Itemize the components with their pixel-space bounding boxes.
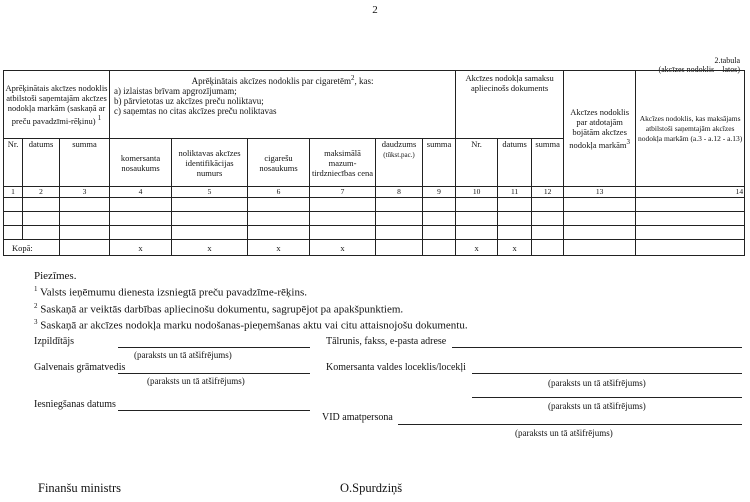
excise-tax-table xyxy=(3,70,745,256)
table-row xyxy=(4,226,745,240)
col-num: 8 xyxy=(376,187,423,198)
sub-quantity: daudzums (tūkst.pac.) xyxy=(376,139,423,187)
minister-name: O.Spurdziņš xyxy=(340,481,403,495)
submission-date-line[interactable] xyxy=(118,410,310,411)
col-num: 10 xyxy=(456,187,498,198)
chief-accountant-signature-line[interactable] xyxy=(118,373,310,374)
note-3: $^3$ Saskaņā ar akcīzes nodokļa marku nodošanas-pieņemšanas aktu vai citu attaisnojošu dokumentu. xyxy=(34,318,468,332)
vid-official-signature-line[interactable] xyxy=(398,424,742,425)
signature-hint: (paraksts un tā atšifrējums) xyxy=(147,376,245,386)
board-member-signature-line[interactable] xyxy=(472,373,742,374)
sub-datums-2: datums xyxy=(498,139,532,187)
sub-cigarette-name: cigarešu nosaukums xyxy=(248,139,310,187)
total-x: x xyxy=(498,240,532,256)
phone-line[interactable] xyxy=(452,347,742,348)
minister-title: Finanšu ministrs xyxy=(38,481,121,495)
col-num: 11 xyxy=(498,187,532,198)
header-cigarettes: Aprēķinātais akcīzes nodoklis par cigaretēm$^2$, kas: a) izlaistas brīvam apgrozījumam; b) pārvietotas uz akcīzes preču noliktavu; c) saņemtas no citas akcīzes preču noliktavas xyxy=(110,71,456,139)
note-1: $^1$ Valsts ieņēmumu dienesta izsniegtā preču pavadzīme-rēķins. xyxy=(34,285,308,299)
table-row xyxy=(4,212,745,226)
sub-summa-3: summa xyxy=(532,139,564,187)
board-member-signature-line-2[interactable] xyxy=(472,397,742,398)
col-num: 6 xyxy=(248,187,310,198)
col-num: 1 xyxy=(4,187,23,198)
submission-date-label: Iesniegšanas datums xyxy=(34,399,116,410)
total-x: x xyxy=(456,240,498,256)
total-x: x xyxy=(310,240,376,256)
signature-hint: (paraksts un tā atšifrējums) xyxy=(515,428,613,438)
header-computed-stamps: Aprēķinātais akcīzes nodoklis atbilstoši saņemtajām akcīzes nodokļa markām (saskaņā ar preču pavadzīmi-rēķinu) $^1$ xyxy=(4,71,110,139)
sub-nr-2: Nr. xyxy=(456,139,498,187)
col-num: 14 xyxy=(636,187,745,198)
signature-hint: (paraksts un tā atšifrējums) xyxy=(134,350,232,360)
sub-merchant-name: komersanta nosaukums xyxy=(110,139,172,187)
header-payment-doc: Akcīzes nodokļa samaksu apliecinošs dokuments xyxy=(456,71,564,139)
header-damaged-stamps: Akcīzes nodoklis par atdotajām bojātām akcīzes nodokļa markām$^3$ xyxy=(564,71,636,187)
table-caption-unit: (akcīzes nodoklis – latos) xyxy=(658,65,740,74)
notes xyxy=(34,270,468,333)
total-row xyxy=(4,240,745,256)
col-num: 5 xyxy=(172,187,248,198)
sub-summa: summa xyxy=(60,139,110,187)
page-number: 2 xyxy=(372,4,378,16)
col-num: 7 xyxy=(310,187,376,198)
header-payable: Akcīzes nodoklis, kas maksājams atbilstoši saņemtajām akcīzes nodokļa markām (a.3 - a.12 - a.13) xyxy=(636,71,745,187)
notes-title: Piezīmes. xyxy=(34,270,77,282)
board-member-label: Komersanta valdes loceklis/locekļi xyxy=(326,362,466,373)
total-x: x xyxy=(248,240,310,256)
option-c: c) saņemtas no citas akcīzes preču noliktavas xyxy=(114,106,277,116)
vid-official-label: VID amatpersona xyxy=(322,412,393,423)
option-b: b) pārvietotas uz akcīzes preču noliktavu; xyxy=(114,96,264,106)
table-caption-title: 2.tabula xyxy=(714,56,740,65)
total-label: Kopā: xyxy=(4,240,60,256)
total-x: x xyxy=(110,240,172,256)
signature-hint: (paraksts un tā atšifrējums) xyxy=(548,401,646,411)
column-number-row xyxy=(4,187,745,198)
total-x: x xyxy=(172,240,248,256)
table-row xyxy=(4,198,745,212)
col-num: 4 xyxy=(110,187,172,198)
sub-nr: Nr. xyxy=(4,139,23,187)
note-2: $^2$ Saskaņā ar veiktās darbības apliecinošu dokumentu, sagrupējot pa apakšpunktiem. xyxy=(34,301,404,316)
executor-label: Izpildītājs xyxy=(34,336,74,347)
col-num: 12 xyxy=(532,187,564,198)
col-num: 13 xyxy=(564,187,636,198)
executor-signature-line[interactable] xyxy=(118,347,310,348)
sub-warehouse-id: noliktavas akcīzes identifikācijas numurs xyxy=(172,139,248,187)
sub-max-retail-price: maksimālā mazum-tirdzniecības cena xyxy=(310,139,376,187)
signature-hint: (paraksts un tā atšifrējums) xyxy=(548,378,646,388)
col-num: 9 xyxy=(423,187,456,198)
sub-datums: datums xyxy=(23,139,60,187)
col-num: 2 xyxy=(23,187,60,198)
phone-label: Tālrunis, fakss, e-pasta adrese xyxy=(326,336,447,347)
option-a: a) izlaistas brīvam apgrozījumam; xyxy=(114,86,237,96)
sub-summa-2: summa xyxy=(423,139,456,187)
col-num: 3 xyxy=(60,187,110,198)
chief-accountant-label: Galvenais grāmatvedis xyxy=(34,362,126,373)
